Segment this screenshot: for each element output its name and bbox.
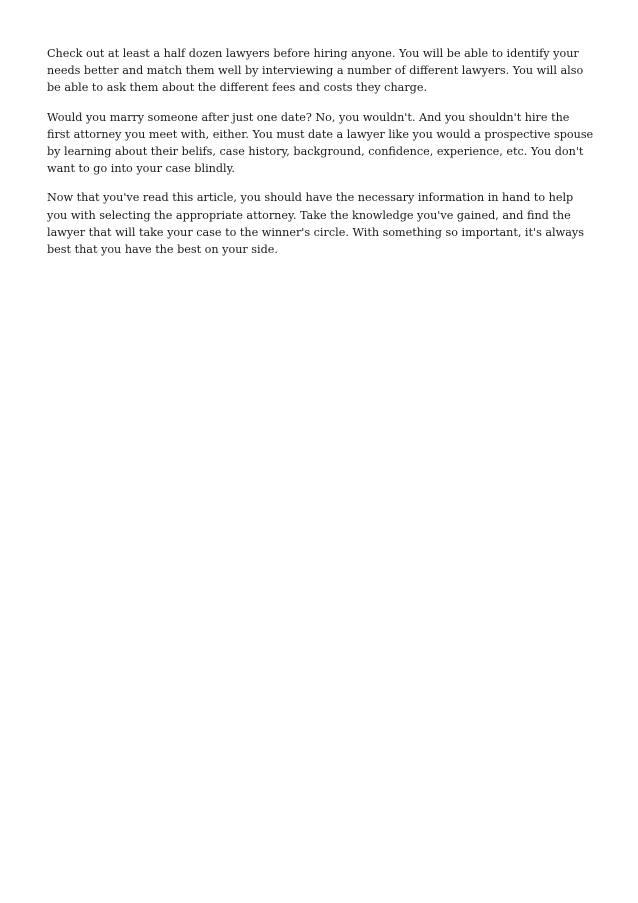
document-body bbox=[47, 45, 595, 270]
paragraph-conclusion: Now that you've read this article, you should have the necessary information in hand to help you with selecting the appropriate attorney. Take the knowledge you've gained, and find the lawyer that will take your case to the winner's circle. With something so important, it's always best that you have the best on your side. bbox=[47, 191, 584, 257]
paragraph-lawyer-count: Check out at least a half dozen lawyers before hiring anyone. You will be able to identify your needs better and match them well by interviewing a number of different lawyers. You will also be able to ask them about the different fees and costs they charge. bbox=[47, 47, 584, 95]
paragraph-date-analogy: Would you marry someone after just one date? No, you wouldn't. And you shouldn't hire the first attorney you meet with, either. You must date a lawyer like you would a prospective spouse by learning about their belifs, case history, background, confidence, experience, etc. You don't want to go into your case blindly. bbox=[47, 110, 594, 176]
